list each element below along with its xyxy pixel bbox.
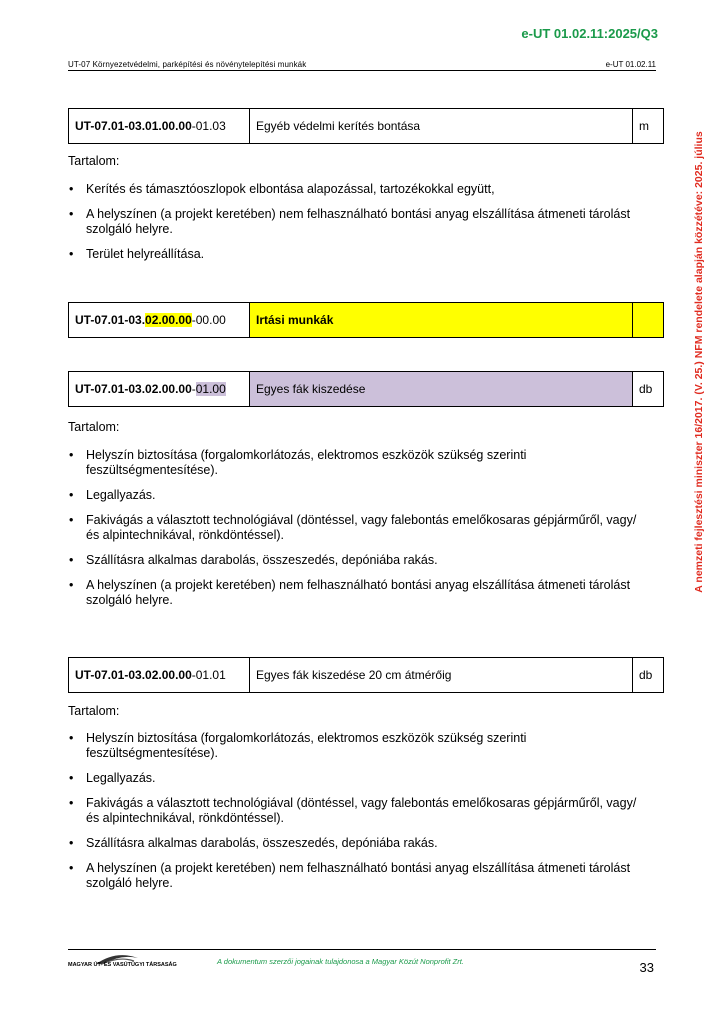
list-item: • Legallyazás.: [68, 488, 648, 503]
item-unit: db: [633, 372, 664, 407]
item-code-suffix: -00.00: [191, 313, 226, 327]
list-item: • Fakivágás a választott technológiával (döntéssel, vagy falebontás emelőkosaras gépjárműről, vagy/és alpintechnikával, rönkdöntéssel).: [68, 796, 648, 826]
item-table-fence-demolition: [68, 108, 664, 144]
header-reference: e-UT 01.02.11: [605, 60, 656, 69]
item-title: Egyes fák kiszedése 20 cm átmérőig: [250, 658, 633, 693]
header-rule: [68, 70, 656, 71]
item-code: [69, 372, 250, 407]
list-item: • Fakivágás a választott technológiával (döntéssel, vagy falebontás emelőkosaras gépjárműről, vagy/és alpintechnikával, rönkdöntéssel).: [68, 513, 648, 543]
item-code-main: UT-07.01-03.01.00.00: [75, 119, 192, 133]
content-list: [68, 731, 648, 901]
list-item: • Szállításra alkalmas darabolás, összeszedés, depóniába rakás.: [68, 836, 648, 851]
side-publication-note: [688, 97, 710, 627]
list-item: • Legallyazás.: [68, 771, 648, 786]
item-code: [69, 658, 250, 693]
page-number: 33: [639, 960, 654, 975]
item-code-prefix: UT-07.01-03.: [75, 313, 146, 327]
logo-text: MAGYAR ÚT- ÉS VASÚTÜGYI TÁRSASÁG: [68, 962, 177, 968]
item-code-main: [75, 313, 192, 327]
item-unit: db: [633, 658, 664, 693]
item-table-clearing-works: [68, 302, 664, 338]
copyright-note: A dokumentum szerzői jogainak tulajdonosa a Magyar Közút Nonprofit Zrt.: [217, 957, 464, 966]
item-code-main: UT-07.01-03.02.00.00: [75, 382, 192, 396]
item-title: Egyes fák kiszedése: [250, 372, 633, 407]
item-code: [69, 109, 250, 144]
list-item: • A helyszínen (a projekt keretében) nem felhasználható bontási anyag elszállítása átmeneti tárolást szolgáló helyre.: [68, 861, 648, 891]
item-code: [69, 303, 250, 338]
side-note-text: A nemzeti fejlesztési miniszter 16/2017. (V. 25.) NFM rendelete alapján közzétéve: 2025. július: [693, 131, 705, 593]
item-title: Egyéb védelmi kerítés bontása: [250, 109, 633, 144]
content-list: [68, 182, 648, 272]
list-item: • A helyszínen (a projekt keretében) nem felhasználható bontási anyag elszállítása átmeneti tárolást szolgáló helyre.: [68, 207, 648, 237]
item-unit: [633, 303, 664, 338]
list-item: • Kerítés és támasztóoszlopok elbontása alapozással, tartozékokkal együtt,: [68, 182, 648, 197]
list-item: • Helyszín biztosítása (forgalomkorlátozás, elektromos eszközök szükség szerinti feszültségmentesítése).: [68, 731, 648, 761]
header-title: UT-07 Környezetvédelmi, parképítési és növénytelepítési munkák: [68, 60, 307, 69]
content-heading: Tartalom:: [68, 420, 120, 434]
list-item: • A helyszínen (a projekt keretében) nem felhasználható bontási anyag elszállítása átmeneti tárolást szolgáló helyre.: [68, 578, 648, 608]
item-code-highlight: 01.00: [195, 382, 226, 396]
content-list: [68, 448, 648, 618]
item-code-highlight: 02.00.00: [145, 313, 192, 327]
item-code-suffix: -01.01: [191, 668, 226, 682]
item-code-suffix: -01.03: [191, 119, 226, 133]
item-code-dash: -: [191, 382, 196, 396]
item-code-main: UT-07.01-03.02.00.00: [75, 668, 192, 682]
item-table-tree-removal-20cm: [68, 657, 664, 693]
item-table-tree-removal: [68, 371, 664, 407]
document-code: e-UT 01.02.11:2025/Q3: [521, 26, 658, 41]
footer-rule: [68, 949, 656, 950]
list-item: • Terület helyreállítása.: [68, 247, 648, 262]
content-heading: Tartalom:: [68, 704, 120, 718]
list-item: • Szállításra alkalmas darabolás, összeszedés, depóniába rakás.: [68, 553, 648, 568]
item-title: Irtási munkák: [250, 303, 633, 338]
list-item: • Helyszín biztosítása (forgalomkorlátozás, elektromos eszközök szükség szerinti feszültségmentesítése).: [68, 448, 648, 478]
item-unit: m: [633, 109, 664, 144]
content-heading: Tartalom:: [68, 154, 120, 168]
